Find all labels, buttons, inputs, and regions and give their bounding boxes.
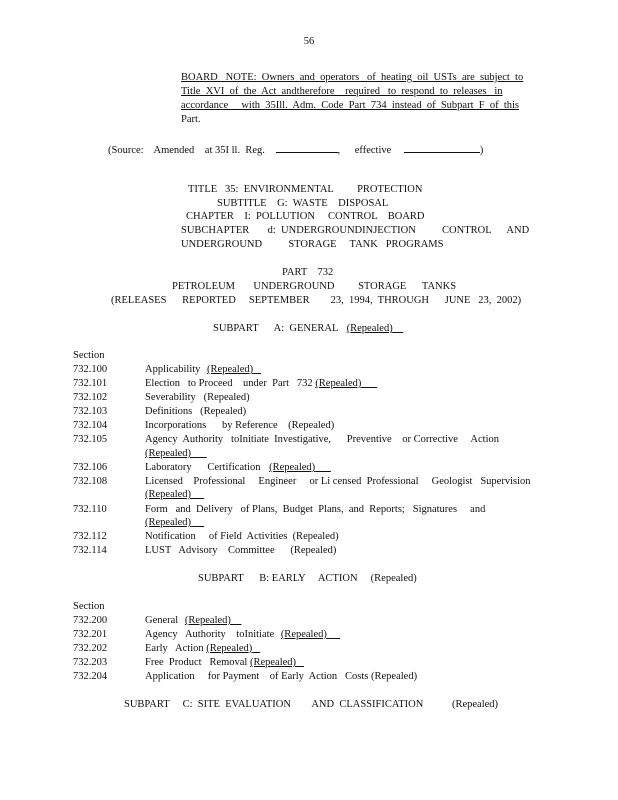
- section-number: 732.106: [73, 462, 108, 473]
- section-title[interactable]: Licensed Professional Engineer or Li censed Professional Geologist Supervision: [145, 476, 531, 487]
- section-title[interactable]: Agency Authority toInitiate (Repealed): [145, 629, 327, 640]
- section-number: 732.110: [73, 504, 107, 515]
- section-number: 732.201: [73, 629, 108, 640]
- section-label: Section: [73, 350, 105, 361]
- section-title[interactable]: Agency Authority toInitiate Investigative, Preventive or Corrective Action: [145, 434, 500, 445]
- subpart-a-status: (Repealed): [346, 323, 393, 334]
- section-number: 732.204: [73, 671, 108, 682]
- section-title[interactable]: General (Repealed): [145, 615, 231, 626]
- subpart-b-heading: SUBPART B: EARLY ACTION (Repealed): [198, 573, 417, 584]
- section-title[interactable]: Form and Delivery of Plans, Budget Plans, and Reports; Signatures and: [145, 504, 486, 515]
- section-title[interactable]: LUST Advisory Committee (Repealed): [145, 545, 337, 556]
- section-title[interactable]: Early Action (Repealed): [145, 643, 253, 654]
- section-number: 732.103: [73, 406, 108, 417]
- subpart-c-status: (Repealed): [451, 699, 499, 710]
- reg-blank: [276, 143, 338, 153]
- section-title[interactable]: Applicability (Repealed): [145, 364, 254, 375]
- section-title[interactable]: Incorporations by Reference (Repealed): [145, 420, 335, 431]
- source-effective: effective: [354, 145, 392, 156]
- section-number: 732.202: [73, 643, 108, 654]
- section-status: (Repealed): [145, 489, 192, 500]
- section-number: 732.104: [73, 420, 108, 431]
- section-number: 732.114: [73, 545, 107, 556]
- heading-subchapter: SUBCHAPTER d: UNDERGROUNDINJECTION CONTROL AND: [181, 225, 530, 236]
- section-status: (Repealed): [145, 448, 192, 459]
- section-title[interactable]: Severability (Repealed): [145, 392, 250, 403]
- section-number: 732.108: [73, 476, 108, 487]
- part-name: PETROLEUM UNDERGROUND STORAGE TANKS: [172, 281, 457, 292]
- section-title[interactable]: Laboratory Certification (Repealed): [145, 462, 316, 473]
- board-note-line: Title XVI of the Act andtherefore required to respond to releases in: [181, 86, 503, 97]
- section-number: 732.105: [73, 434, 108, 445]
- section-number: 732.203: [73, 657, 108, 668]
- heading-subchapter-cont: UNDERGROUND STORAGE TANK PROGRAMS: [181, 239, 444, 250]
- board-note-line: accordance with 35Ill. Adm. Code Part 734 instead of Subpart F of this: [181, 100, 519, 111]
- section-number: 732.112: [73, 531, 107, 542]
- source-prefix: (Source: Amended at 35I ll. Reg.: [108, 145, 265, 156]
- part-scope: (RELEASES REPORTED SEPTEMBER 23, 1994, THROUGH JUNE 23, 2002): [111, 295, 522, 306]
- board-note-line: BOARD NOTE: Owners and operators of heating oil USTs are subject to: [181, 72, 524, 83]
- section-title[interactable]: Election to Proceed under Part 732 (Repealed): [145, 378, 362, 389]
- heading-chapter: CHAPTER I: POLLUTION CONTROL BOARD: [186, 211, 425, 222]
- subpart-a-title: SUBPART A: GENERAL: [213, 323, 339, 334]
- subpart-a-heading: [213, 323, 403, 334]
- section-title[interactable]: Free Product Removal (Repealed): [145, 657, 297, 668]
- section-number: 732.200: [73, 615, 108, 626]
- section-status: (Repealed): [145, 517, 192, 528]
- part-number: PART 732: [282, 267, 334, 278]
- section-title[interactable]: Application for Payment of Early Action Costs (Repealed): [145, 671, 418, 682]
- board-note-line: Part.: [181, 114, 201, 125]
- section-title[interactable]: Definitions (Repealed): [145, 406, 247, 417]
- source-comma: ,: [337, 145, 341, 156]
- effective-blank: [404, 143, 480, 153]
- section-number: 732.101: [73, 378, 108, 389]
- section-label: Section: [73, 601, 105, 612]
- source-line: [108, 143, 483, 156]
- heading-title: TITLE 35: ENVIRONMENTAL PROTECTION: [188, 184, 423, 195]
- section-number: 732.102: [73, 392, 108, 403]
- subpart-c-heading: [124, 699, 498, 710]
- source-suffix: ): [479, 145, 484, 156]
- page-number: 56: [303, 36, 315, 47]
- subpart-c-title: SUBPART C: SITE EVALUATION AND CLASSIFICATION: [124, 699, 424, 710]
- section-number: 732.100: [73, 364, 108, 375]
- section-title[interactable]: Notification of Field Activities (Repealed): [145, 531, 339, 542]
- heading-subtitle: SUBTITLE G: WASTE DISPOSAL: [217, 198, 389, 209]
